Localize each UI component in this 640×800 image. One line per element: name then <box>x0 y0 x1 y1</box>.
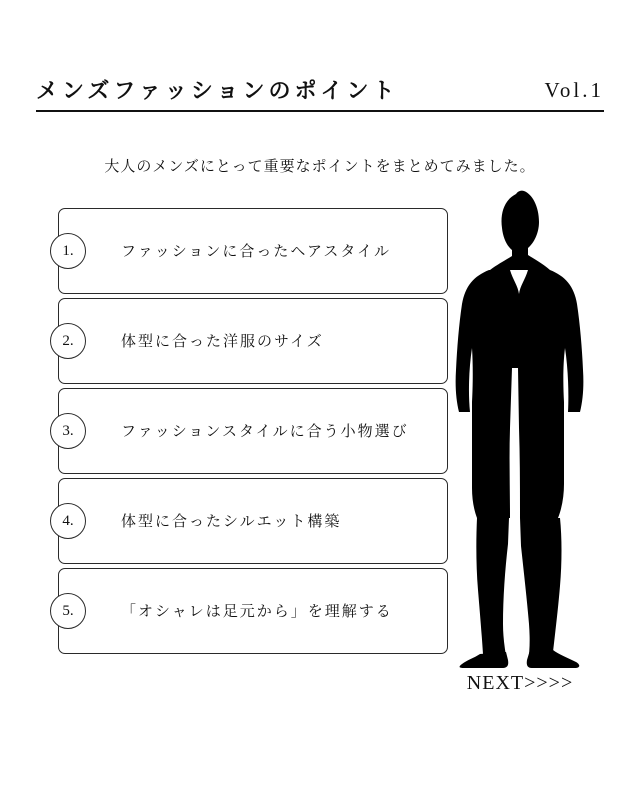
point-number: 5. <box>50 593 86 629</box>
point-label: ファッションに合ったヘアスタイル <box>121 241 392 260</box>
point-label: ファッションスタイルに合う小物選び <box>121 421 409 440</box>
list-item <box>36 388 448 478</box>
list-item <box>36 478 448 568</box>
point-box <box>58 568 448 654</box>
page-title: メンズファッションのポイント <box>36 78 399 104</box>
list-item <box>36 298 448 388</box>
point-label: 体型に合ったシルエット構築 <box>121 511 342 530</box>
point-box <box>58 478 448 564</box>
header <box>36 78 604 112</box>
point-number: 4. <box>50 503 86 539</box>
point-box <box>58 388 448 474</box>
point-box <box>58 298 448 384</box>
lead-text: 大人のメンズにとって重要なポイントをまとめてみました。 <box>104 157 536 175</box>
list-item <box>36 208 448 298</box>
points-list <box>36 208 448 658</box>
point-number: 3. <box>50 413 86 449</box>
point-number: 1. <box>50 233 86 269</box>
point-number: 2. <box>50 323 86 359</box>
next-label[interactable]: NEXT>>>> <box>466 672 574 694</box>
volume-label: Vol.1 <box>544 78 604 102</box>
man-in-suit-silhouette <box>440 188 620 668</box>
point-box <box>58 208 448 294</box>
point-label: 「オシャレは足元から」を理解する <box>121 601 393 620</box>
list-item <box>36 568 448 658</box>
point-label: 体型に合った洋服のサイズ <box>121 331 324 350</box>
